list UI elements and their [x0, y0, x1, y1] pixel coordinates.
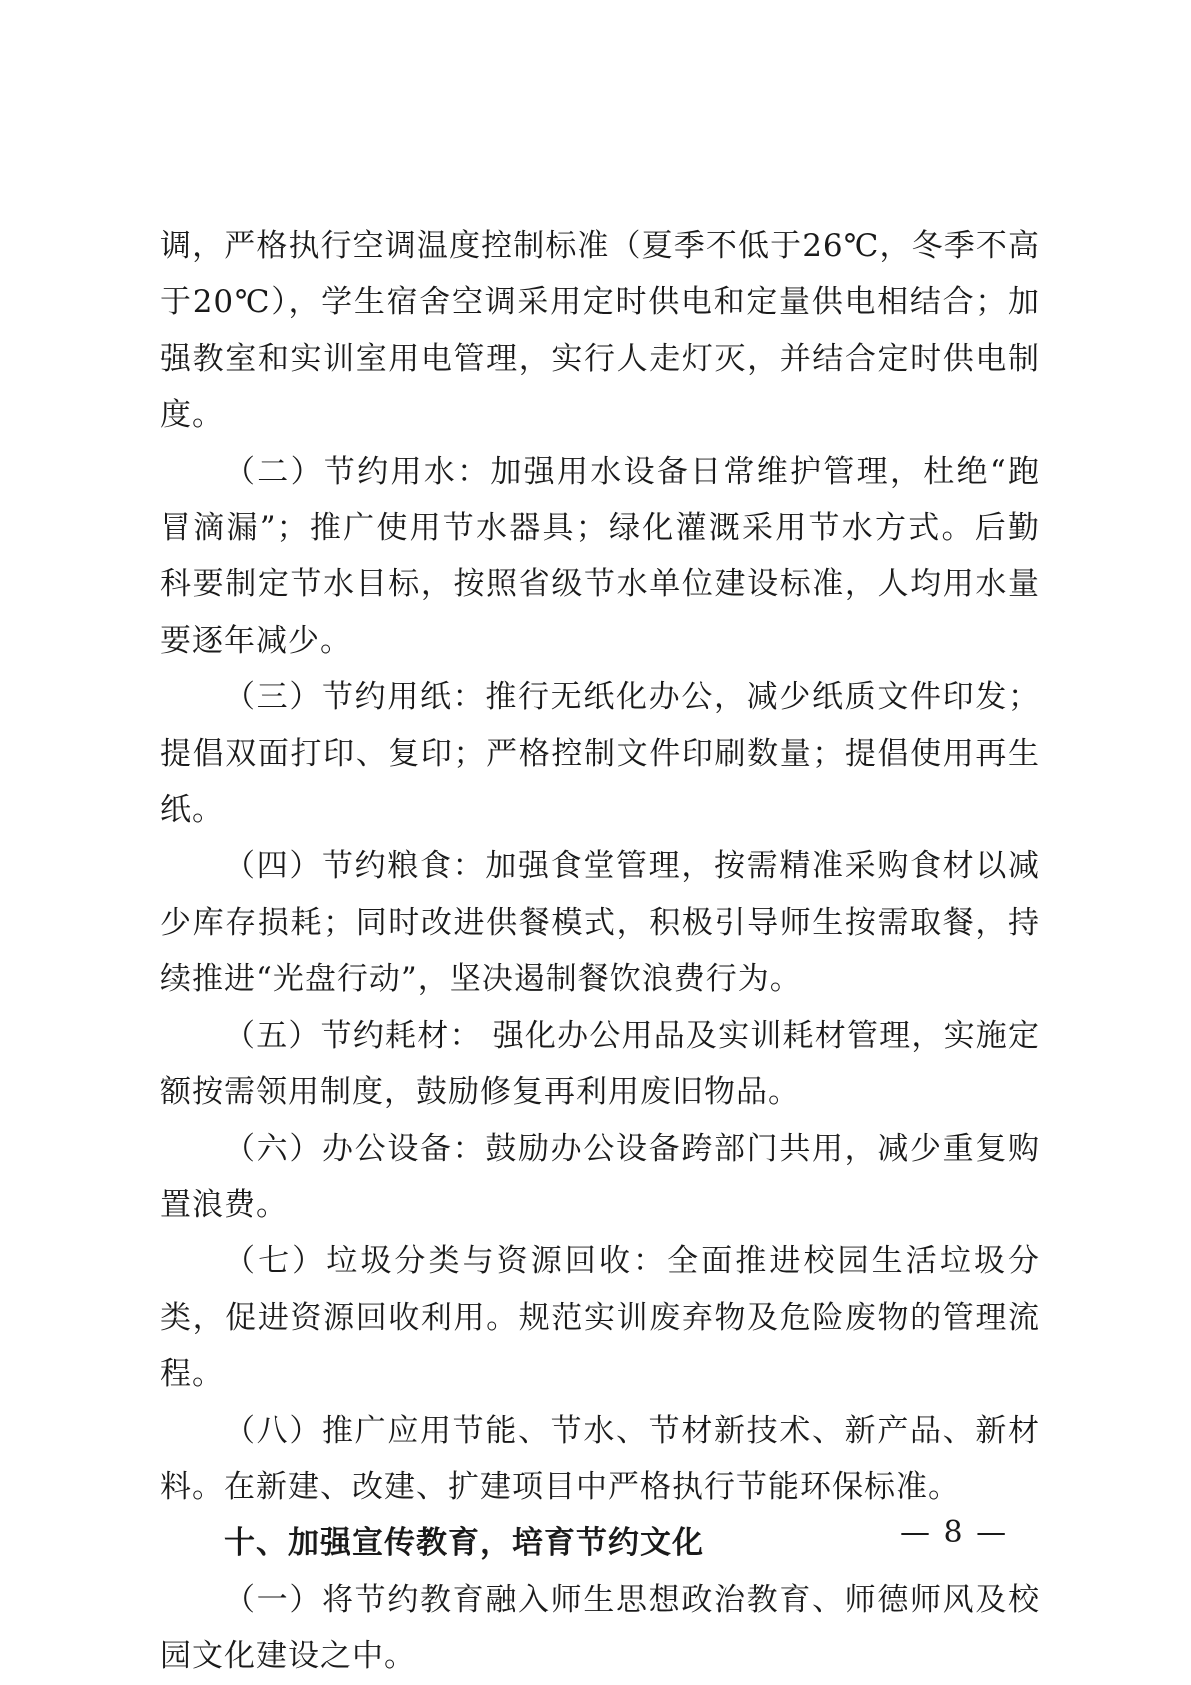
- paragraph-save-food: （四）节约粮食：加强食堂管理，按需精准采购食材以减少库存损耗；同时改进供餐模式，积极引导师生按需取餐，持续推进“光盘行动”，坚决遏制餐饮浪费行为。: [160, 848, 1040, 998]
- page-number: — 8 —: [900, 1515, 1009, 1550]
- paragraph-save-consumables: （五）节约耗材： 强化办公用品及实训耗材管理，实施定额按需领用制度，鼓励修复再利用废旧物品。: [160, 1017, 1040, 1111]
- paragraph-new-technology: （八）推广应用节能、节水、节材新技术、新产品、新材料。在新建、改建、扩建项目中严格执行节能环保标准。: [160, 1412, 1040, 1505]
- paragraph-air-conditioning-continued: 调，严格执行空调温度控制标准（夏季不低于26℃，冬季不高于20℃），学生宿舍空调采用定时供电和定量供电相结合；加强教室和实训室用电管理，实行人走灯灭，并结合定时供电制度。: [160, 228, 1040, 434]
- paragraph-thrift-education: （一）将节约教育融入师生思想政治教育、师德师风及校园文化建设之中。: [160, 1581, 1040, 1675]
- paragraph-save-paper: （三）节约用纸：推行无纸化办公，减少纸质文件印发；提倡双面打印、复印；严格控制文件印刷数量；提倡使用再生纸。: [160, 679, 1040, 829]
- paragraph-save-water: （二）节约用水：加强用水设备日常维护管理，杜绝“跑冒滴漏”；推广使用节水器具；绿化灌溉采用节水方式。后勤科要制定节水目标，按照省级节水单位建设标准，人均用水量要逐年减少。: [160, 453, 1040, 659]
- page-body: [160, 218, 1040, 1685]
- paragraph-waste-sorting: （七）垃圾分类与资源回收：全面推进校园生活垃圾分类，促进资源回收利用。规范实训废弃物及危险废物的管理流程。: [160, 1243, 1040, 1393]
- section-heading-publicity-education: 十、加强宣传教育，培育节约文化: [224, 1525, 704, 1562]
- paragraph-office-equipment: （六）办公设备：鼓励办公设备跨部门共用，减少重复购置浪费。: [160, 1130, 1040, 1223]
